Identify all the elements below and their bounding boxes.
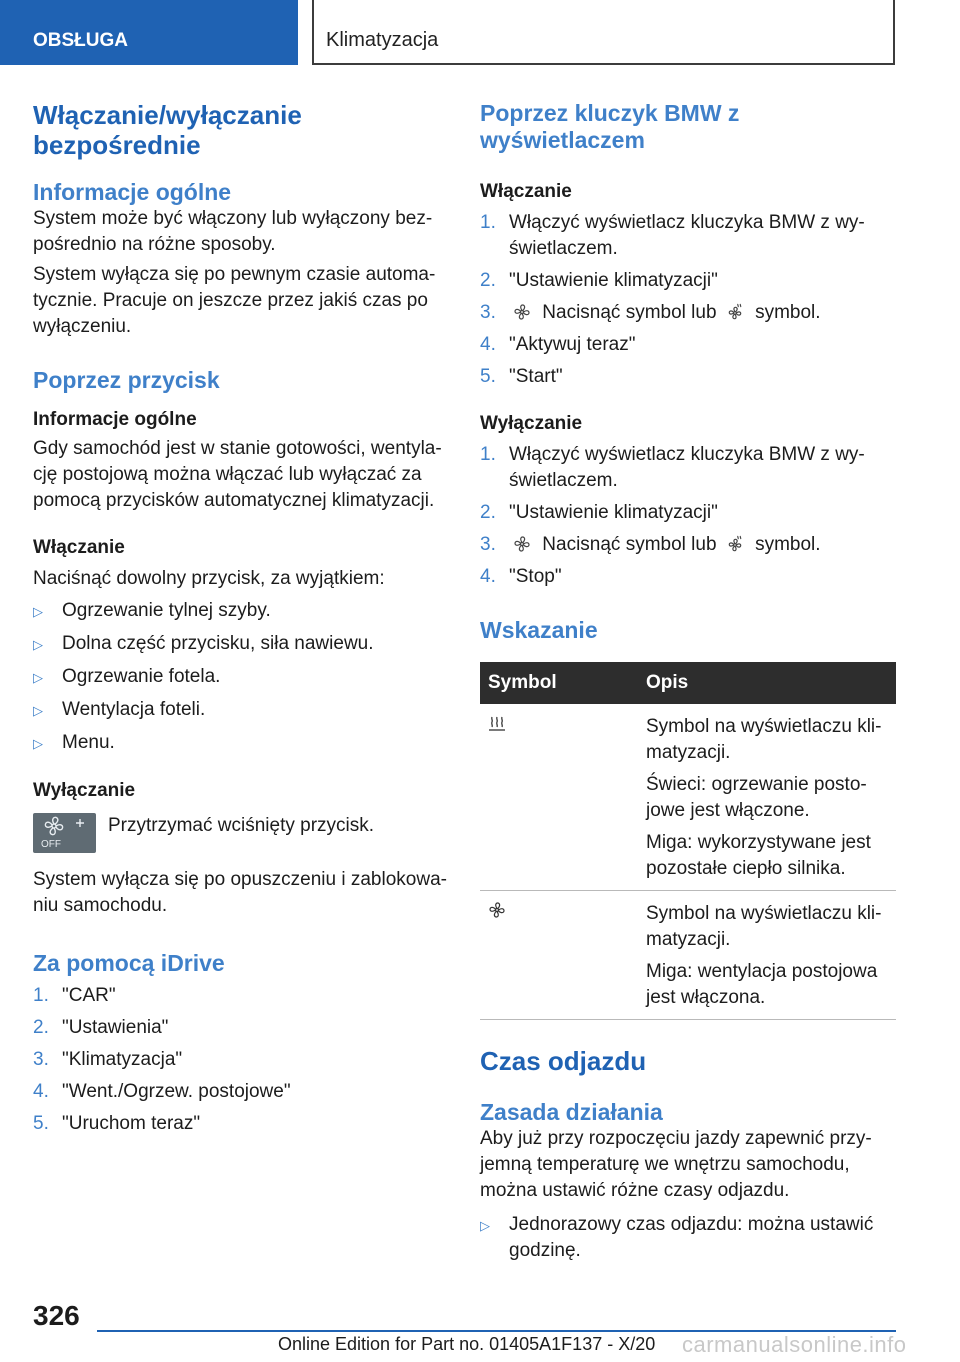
list-item: ▷ Menu. — [33, 730, 448, 757]
fan-icon — [488, 901, 506, 919]
list-item: 5. "Start" — [480, 366, 563, 387]
fan-off-button-image — [33, 813, 96, 853]
list-item: 1. Włączyć wyświetlacz kluczyka BMW z wy-świetlaczem. — [480, 444, 865, 491]
footer-edition-text: Online Edition for Part no. 01405A1F137 - X/20 — [278, 1334, 656, 1354]
list-item: 3. Nacisnąć symbol lub symbol. — [480, 534, 821, 555]
key-off-steps-list — [480, 442, 896, 590]
list-item: 2. "Ustawienie klimatyzacji" — [480, 502, 718, 523]
list-item: 1. Włączyć wyświetlacz kluczyka BMW z wy-świetlaczem. — [480, 212, 865, 259]
heat-waves-icon — [488, 714, 506, 732]
table-cell-description: Symbol na wyświetlaczu kli-matyzacji. Świeci: ogrzewanie posto-jowe jest włączone. Miga: wykorzystywane jest pozostałe ciepło silnika. — [638, 704, 896, 891]
list-item: 2. "Ustawienia" — [33, 1017, 169, 1038]
list-item: 4. "Stop" — [480, 566, 562, 587]
triangle-bullet-icon: ▷ — [33, 637, 43, 652]
list-item: 1. "CAR" — [33, 985, 116, 1006]
table-cell-symbol — [480, 704, 638, 891]
button-paragraph: Gdy samochód jest w stanie gotowości, wentyla-cję postojową można włączać lub wyłączać za pomocą przycisków automatycznej klimatyzacji. — [33, 438, 442, 511]
list-item: 2. "Ustawienie klimatyzacji" — [480, 270, 718, 291]
heading-indication: Wskazanie — [480, 617, 598, 643]
table-cell-description: Symbol na wyświetlaczu kli-matyzacji. Miga: wentylacja postojowa jest włączona. — [638, 891, 896, 1020]
list-item: 4. "Went./Ogrzew. postojowe" — [33, 1081, 291, 1102]
page-number: 326 — [33, 1300, 80, 1331]
list-item: 5. "Uruchom teraz" — [33, 1113, 201, 1134]
key-on-steps-list — [480, 210, 896, 390]
principle-list — [480, 1212, 896, 1264]
list-item: ▷ Ogrzewanie fotela. — [33, 664, 448, 691]
heading-principle: Zasada działania — [480, 1099, 663, 1125]
heading-departure-time: Czas odjazdu — [480, 1046, 647, 1076]
list-item: 4. "Aktywuj teraz" — [480, 334, 636, 355]
header-chapter-title: Klimatyzacja — [326, 29, 439, 51]
list-item: 3. "Klimatyzacja" — [33, 1049, 183, 1070]
subheading-general-info: Informacje ogólne — [33, 409, 197, 430]
table-row — [480, 704, 896, 891]
triangle-bullet-icon: ▷ — [33, 736, 43, 751]
heat-fan-icon — [726, 535, 744, 553]
heading-via-key: Poprzez kluczyk BMW z wyświetlaczem — [480, 100, 740, 153]
heading-idrive: Za pomocą iDrive — [33, 950, 225, 976]
general-paragraph-2: System wyłącza się po pewnym czasie automa-tycznie. Pracuje on jeszcze przez jakiś czas po wyłączeniu. — [33, 264, 436, 337]
column-header-symbol: Symbol — [480, 662, 638, 704]
heading-general-info: Informacje ogólne — [33, 179, 232, 205]
list-item: ▷ Ogrzewanie tylnej szyby. — [33, 598, 448, 625]
subheading-key-on: Włączanie — [480, 181, 572, 202]
watermark: carmanualsonline.info — [682, 1332, 907, 1357]
idrive-steps-list — [33, 983, 448, 1137]
list-item: ▷ Dolna część przycisku, siła nawiewu. — [33, 631, 448, 658]
triangle-bullet-icon: ▷ — [33, 604, 43, 619]
table-header-row — [480, 662, 896, 704]
list-item: ▷ Wentylacja foteli. — [33, 697, 448, 724]
heat-fan-icon — [726, 303, 744, 321]
heading-via-button: Poprzez przycisk — [33, 367, 220, 393]
exceptions-list — [33, 598, 448, 757]
list-item: 3. Nacisnąć symbol lub symbol. — [480, 302, 821, 323]
header-section-label: OBSŁUGA — [33, 30, 128, 51]
subheading-switch-on: Włączanie — [33, 537, 125, 558]
triangle-bullet-icon: ▷ — [33, 670, 43, 685]
table-cell-symbol — [480, 891, 638, 1020]
switch-off-button-text: Przytrzymać wciśnięty przycisk. — [108, 815, 375, 836]
section-title-direct: Włączanie/wyłączanie bezpośrednie — [33, 100, 302, 160]
subheading-switch-off: Wyłączanie — [33, 780, 136, 801]
switch-on-paragraph: Naciśnąć dowolny przycisk, za wyjątkiem: — [33, 568, 385, 589]
general-paragraph-1: System może być włączony lub wyłączony bez-pośrednio na różne sposoby. — [33, 208, 433, 255]
table-row — [480, 891, 896, 1020]
left-column — [33, 100, 448, 1137]
indication-table — [480, 662, 896, 1020]
fan-icon — [33, 813, 96, 853]
column-header-description: Opis — [638, 662, 896, 704]
fan-off-button-row — [33, 813, 448, 853]
principle-paragraph: Aby już przy rozpoczęciu jazdy zapewnić przy-jemną temperaturę we wnętrzu samochodu, można ustawić różne czasy odjazdu. — [480, 1128, 872, 1201]
off-label: OFF — [41, 839, 61, 850]
fan-icon — [513, 303, 531, 321]
switch-off-paragraph: System wyłącza się po opuszczeniu i zablokowa-niu samochodu. — [33, 869, 447, 916]
triangle-bullet-icon: ▷ — [480, 1218, 490, 1233]
triangle-bullet-icon: ▷ — [33, 703, 43, 718]
right-column — [480, 100, 896, 1264]
fan-icon — [513, 535, 531, 553]
header-section-tab — [0, 0, 298, 65]
subheading-key-off: Wyłączanie — [480, 413, 583, 434]
list-item: ▷ Jednorazowy czas odjazdu: można ustawić godzinę. — [480, 1212, 896, 1264]
